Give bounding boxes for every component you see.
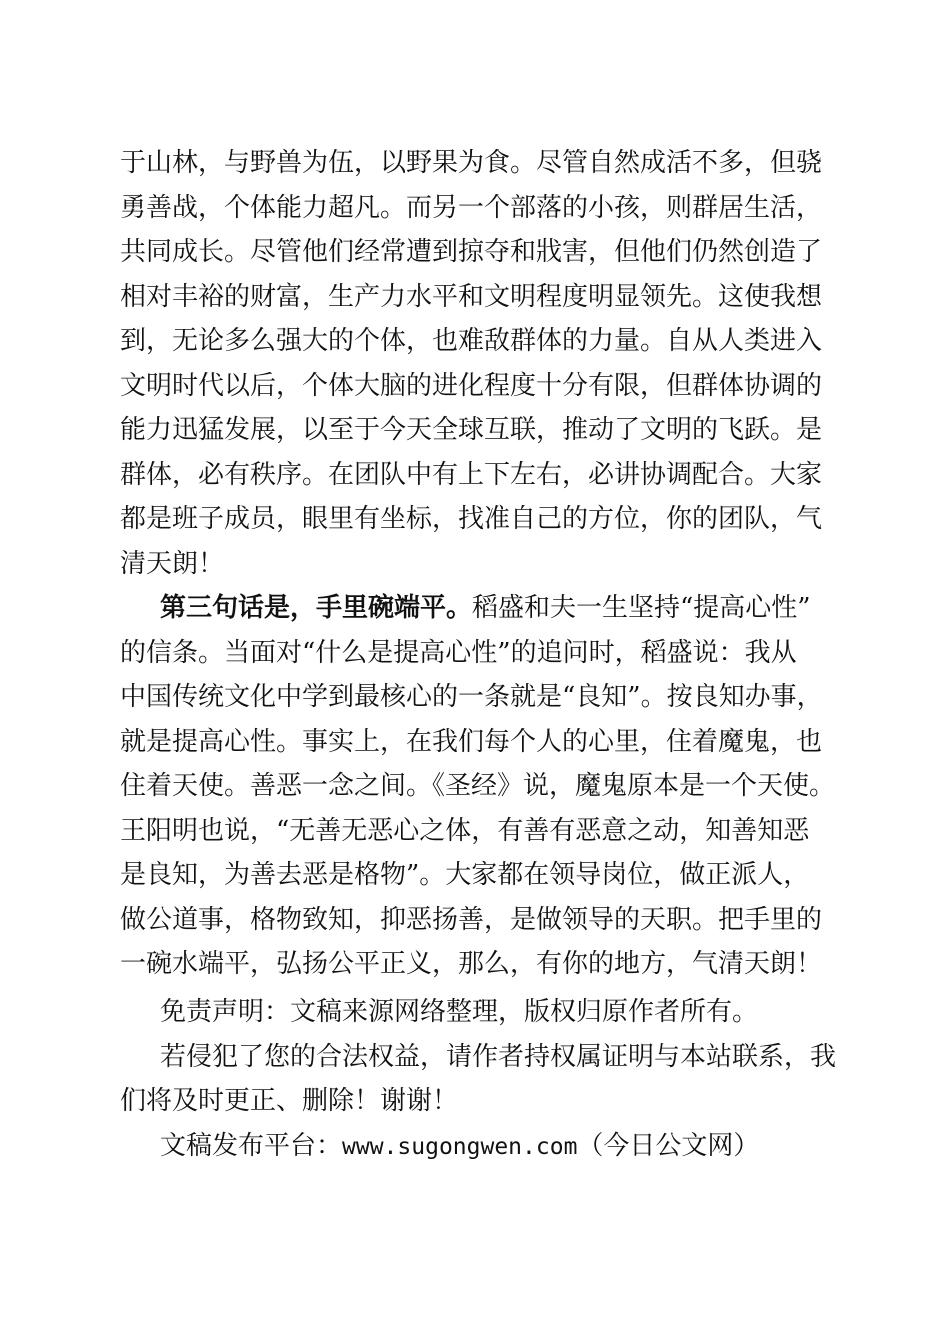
text-line: 文明时代以后，个体大脑的进化程度十分有限，但群体协调的 (120, 370, 823, 401)
text-line: 是良知，为善去恶是格物”。大家都在领导岗位，做正派人， (120, 860, 810, 890)
platform-name: （今日公文网） (577, 1130, 760, 1161)
platform-label: 文稿发布平台： (160, 1130, 343, 1161)
text-line: 就是提高心性。事实上，在我们每个人的心里，住着魔鬼，也 (120, 726, 823, 757)
text-line: 到，无论多么强大的个体，也难敌群体的力量。自从人类进入 (120, 326, 823, 356)
text-line: 的信条。当面对“什么是提高心性”的追问时，稻盛说：我从 (120, 637, 797, 668)
text-line: 住着天使。善恶一念之间。《圣经》说，魔鬼原本是一个天使。 (120, 771, 836, 801)
text-line: 勇善战，个体能力超凡。而另一个部落的小孩，则群居生活， (120, 192, 823, 223)
paragraph-first-line (120, 586, 840, 631)
platform-line (120, 1124, 840, 1169)
text-line: 清天朗！ (120, 548, 225, 579)
disclaimer-line: 免责声明：文稿来源网络整理，版权归原作者所有。 (160, 997, 759, 1027)
text-line: 都是班子成员，眼里有坐标，找准自己的方位，你的团队，气 (120, 504, 823, 534)
text-line: 共同成长。尽管他们经常遭到掠夺和戕害，但他们仍然创造了 (120, 237, 823, 267)
text-line: 相对丰裕的财富，生产力水平和文明程度明显领先。这使我想 (120, 281, 823, 312)
disclaimer-block (120, 990, 840, 1168)
text-line: 一碗水端平，弘扬公平正义，那么，有你的地方，气清天朗！ (120, 949, 823, 979)
text-line: 做公道事，格物致知，抑恶扬善，是做领导的天职。把手里的 (120, 904, 823, 935)
text-line: 中国传统文化中学到最核心的一条就是“良知”。按良知办事， (120, 682, 823, 712)
text-line: 于山林，与野兽为伍，以野果为食。尽管自然成活不多，但骁 (120, 148, 823, 178)
text-line: 王阳明也说，“无善无恶心之体，有善有恶意之动，知善知恶 (120, 815, 810, 846)
disclaimer-line: 若侵犯了您的合法权益，请作者持权属证明与本站联系，我 (160, 1041, 837, 1072)
paragraph-continued (120, 141, 840, 586)
text-line: 群体，必有秩序。在团队中有上下左右，必讲协调配合。大家 (120, 459, 823, 490)
disclaimer-line: 们将及时更正、删除！谢谢！ (120, 1086, 459, 1116)
platform-url-link[interactable]: www.sugongwen.com (342, 1133, 578, 1160)
section-lead: 第三句话是，手里碗端平。 (160, 593, 473, 623)
paragraph-third (120, 586, 840, 987)
text-span: 稻盛和夫一生坚持“提高心性” (472, 593, 811, 623)
text-line: 能力迅猛发展，以至于今天全球互联，推动了文明的飞跃。是 (120, 415, 823, 445)
